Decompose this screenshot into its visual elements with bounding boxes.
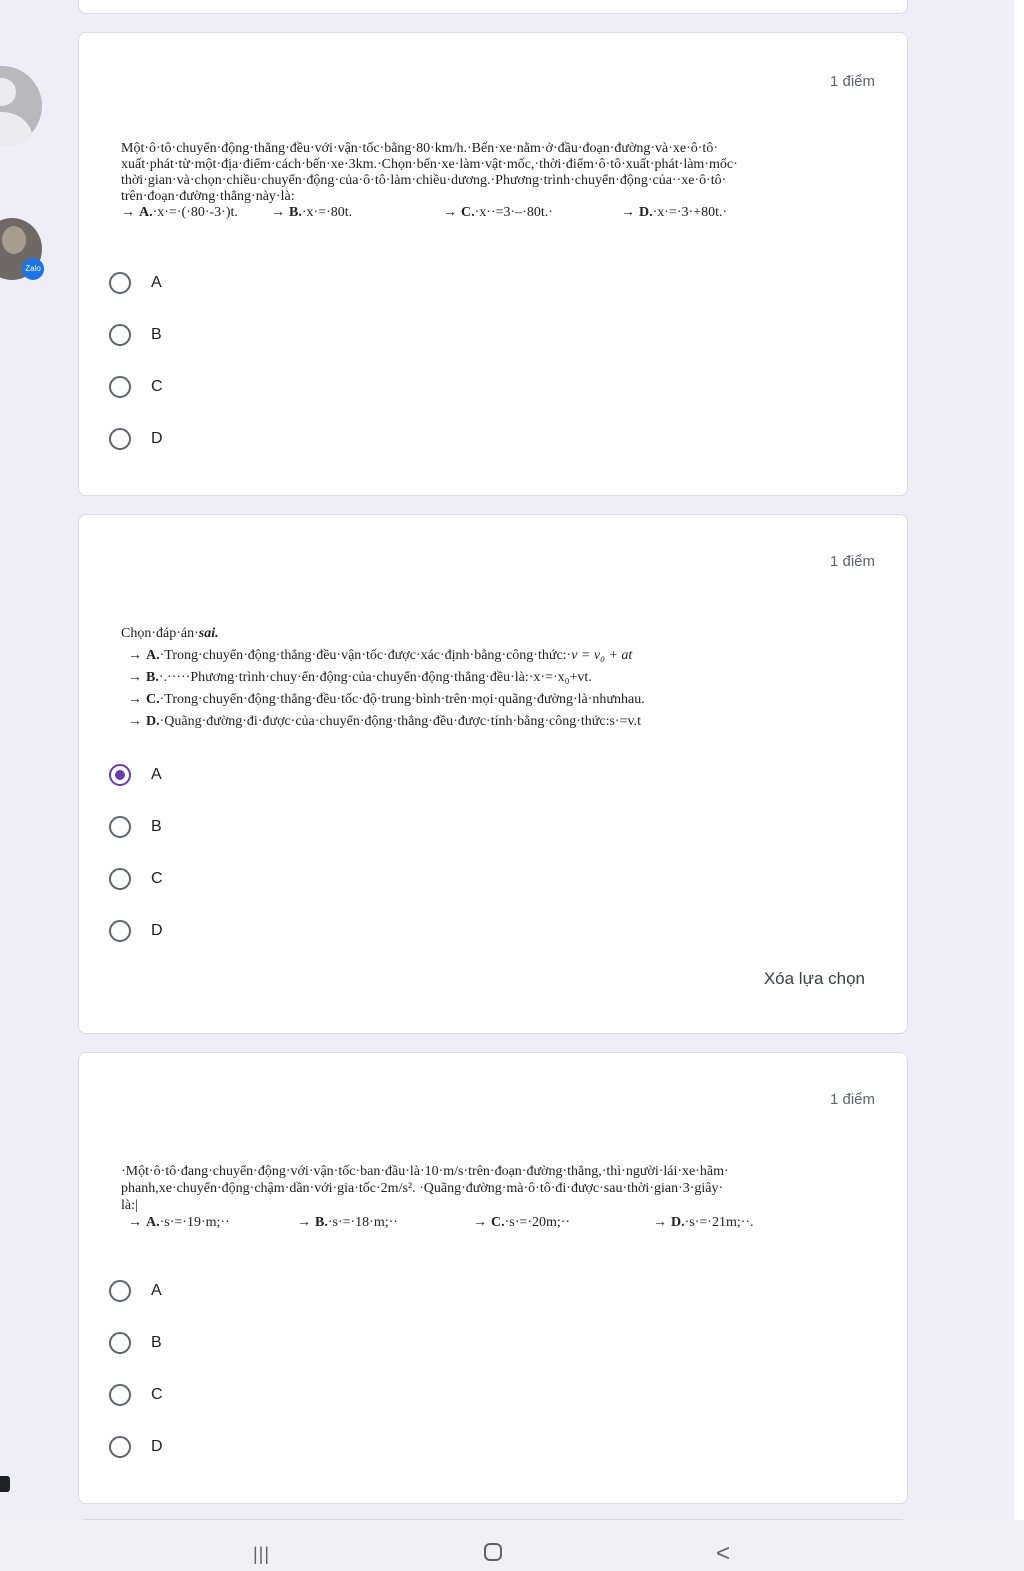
question-line: là:|	[121, 1198, 138, 1213]
answer-choice: → A.·x·=·(·80·-3·)t.	[121, 205, 238, 220]
option-a[interactable]	[109, 1275, 162, 1307]
option-label: C	[151, 1386, 163, 1403]
option-label: C	[151, 870, 163, 887]
option-c[interactable]	[109, 1379, 163, 1411]
option-a[interactable]	[109, 267, 162, 299]
option-label: B	[151, 326, 162, 343]
zalo-icon[interactable]: Zalo	[22, 258, 44, 280]
answer-choice: → C.·x··=3·–·80t.·	[443, 205, 553, 220]
back-icon[interactable]: <	[716, 1540, 731, 1567]
points-label: 1 điểm	[829, 1091, 875, 1108]
option-d[interactable]	[109, 423, 163, 455]
option-a[interactable]	[109, 759, 162, 791]
radio-button[interactable]	[109, 1280, 131, 1302]
radio-button[interactable]	[109, 1332, 131, 1354]
question-line: ·Một·ô·tô·đang·chuyển·động·với·vận·tốc·ban·đầu·là·10·m/s·trên·đoạn·đường·thẳng,·thì·người·lái·xe·hãm·	[121, 1164, 729, 1179]
radio-button[interactable]	[109, 868, 131, 890]
question-text	[121, 623, 866, 733]
statement-c: → C.·Trong·chuyển·động·thẳng·đều·tốc·độ·trung·bình·trên·mọi·quãng·đường·là·nhưnhau.	[128, 692, 645, 707]
option-label: C	[151, 378, 163, 395]
answer-choice: → B.·x·=·80t.	[271, 205, 353, 220]
radio-button[interactable]	[109, 376, 131, 398]
option-d[interactable]	[109, 1431, 163, 1463]
option-d[interactable]	[109, 915, 163, 947]
question-text	[121, 1163, 866, 1231]
option-b[interactable]	[109, 319, 162, 351]
radio-button[interactable]	[109, 1384, 131, 1406]
option-label: D	[151, 1438, 163, 1455]
question-line: phanh,xe·chuyển·động·chậm·dần·với·gia·tốc·2m/s². ·Quãng·đường·mà·ô·tô·đi·được·sau·thời·gian·3·giây·	[121, 1181, 724, 1196]
question-line: Một·ô·tô·chuyển·động·thẳng·đều·với·vận·tốc·bằng·80·km/h.·Bến·xe·nằm·ở·đầu·đoạn·đường·và·xe·ô·tô·	[121, 141, 718, 156]
radio-button[interactable]	[109, 816, 131, 838]
option-label: A	[151, 274, 162, 291]
answer-choice: → A.·s·=·19·m;··	[128, 1215, 230, 1230]
navigation-bar	[0, 1520, 1024, 1571]
option-label: D	[151, 430, 163, 447]
option-label: B	[151, 818, 162, 835]
radio-button[interactable]	[109, 428, 131, 450]
side-handle[interactable]	[0, 1476, 10, 1492]
answer-choice: → D.·x·=·3·+80t.·	[621, 205, 728, 220]
avatar-icon[interactable]	[0, 66, 42, 146]
home-icon[interactable]	[484, 1543, 502, 1561]
option-c[interactable]	[109, 371, 163, 403]
points-label: 1 điểm	[829, 553, 875, 570]
option-label: A	[151, 1282, 162, 1299]
radio-button[interactable]	[109, 324, 131, 346]
statement-b: → B.·.·····Phương·trình·chuy·ển·động·của·chuyển·động·thẳng·đều·là:·x·=·x₀+vt.	[128, 670, 592, 685]
option-b[interactable]	[109, 811, 162, 843]
radio-button-checked[interactable]	[109, 764, 131, 786]
option-c[interactable]	[109, 863, 163, 895]
recents-icon[interactable]: |||	[253, 1544, 271, 1564]
radio-button[interactable]	[109, 1436, 131, 1458]
previous-question-card	[78, 0, 908, 14]
question-card-2	[78, 514, 908, 1034]
option-label: B	[151, 1334, 162, 1351]
statement-d: → D.·Quãng·đường·đi·được·của·chuyển·động·thẳng·đều·được·tính·bằng·công·thức:s·=v.t	[128, 714, 641, 729]
question-text	[121, 141, 866, 221]
question-card-3	[78, 1052, 908, 1504]
option-label: A	[151, 766, 162, 783]
option-b[interactable]	[109, 1327, 162, 1359]
option-label: D	[151, 922, 163, 939]
question-line: thời·gian·và·chọn·chiều·chuyển·động·của·ô·tô·làm·chiều·dương.·Phương·trình·chuyển·động·của··xe·ô·tô·	[121, 173, 727, 188]
question-line: xuất·phát·từ·một·địa·điểm·cách·bến·xe·3km.·Chọn·bến·xe·làm·vật·mốc,·thời·điểm·ô·tô·xuất·phát·làm·mốc·	[121, 157, 738, 172]
right-edge	[1014, 0, 1024, 1520]
question-line: trên·đoạn·đường·thẳng·này·là:	[121, 189, 295, 204]
question-intro: Chọn·đáp·án·sai.	[121, 626, 219, 641]
answer-choices-row	[121, 205, 866, 221]
answer-choice: → B.·s·=·18·m;··	[297, 1215, 398, 1230]
points-label: 1 điểm	[829, 73, 875, 90]
radio-button[interactable]	[109, 272, 131, 294]
radio-button[interactable]	[109, 920, 131, 942]
answer-choice: → C.·s·=·20m;··	[473, 1215, 571, 1230]
statement-a: → A.·Trong·chuyển·động·thẳng·đều·vận·tốc·được·xác·định·bằng·công·thức:·v = v₀ + at	[128, 648, 633, 663]
question-card-1	[78, 32, 908, 496]
answer-choices-row	[121, 1214, 866, 1231]
clear-selection-button[interactable]: Xóa lựa chọn	[763, 969, 865, 988]
answer-choice: → D.·s·=·21m;··.	[653, 1215, 754, 1230]
